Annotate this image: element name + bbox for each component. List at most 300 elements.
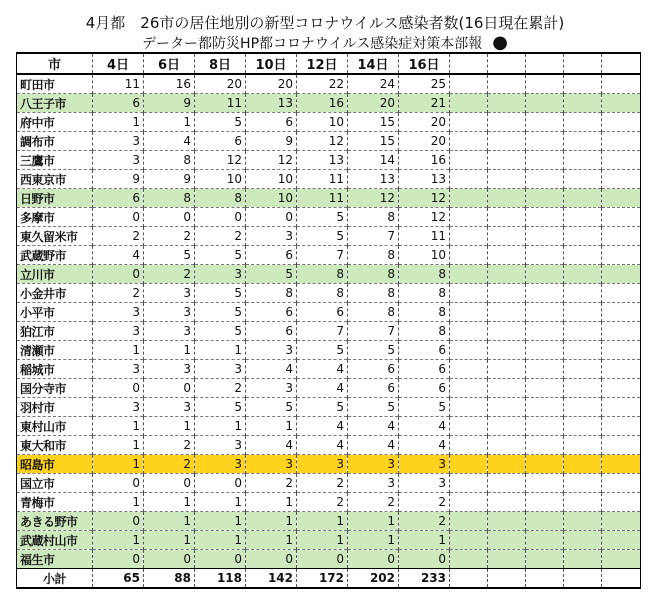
empty-cell <box>602 170 641 189</box>
case-count-cell: 3 <box>348 455 399 474</box>
case-count-cell: 20 <box>195 74 246 94</box>
empty-cell <box>526 512 564 531</box>
case-count-cell: 5 <box>195 113 246 132</box>
empty-cell <box>450 284 488 303</box>
column-header <box>488 53 526 74</box>
case-count-cell: 1 <box>144 113 195 132</box>
empty-cell <box>526 208 564 227</box>
case-count-cell: 65 <box>93 569 144 589</box>
case-count-cell: 3 <box>246 455 297 474</box>
case-count-cell: 5 <box>195 303 246 322</box>
case-count-cell: 4 <box>399 417 450 436</box>
case-count-cell: 1 <box>144 341 195 360</box>
empty-cell <box>488 265 526 284</box>
empty-cell <box>602 417 641 436</box>
empty-cell <box>564 455 602 474</box>
case-count-cell: 2 <box>399 512 450 531</box>
case-count-cell: 10 <box>195 170 246 189</box>
case-count-cell: 1 <box>297 512 348 531</box>
case-count-cell: 5 <box>399 398 450 417</box>
case-count-cell: 0 <box>144 379 195 398</box>
empty-cell <box>450 132 488 151</box>
table-row <box>17 132 641 151</box>
table-row <box>17 398 641 417</box>
source-text: データー都防災HP都コロナウイルス感染症対策本部報 <box>142 36 483 52</box>
case-count-cell: 6 <box>246 322 297 341</box>
empty-cell <box>488 455 526 474</box>
data-source-note <box>0 32 650 53</box>
case-count-cell: 16 <box>297 94 348 113</box>
empty-cell <box>488 474 526 493</box>
city-name: 昭島市 <box>17 455 93 474</box>
empty-cell <box>526 151 564 170</box>
case-count-cell: 24 <box>348 74 399 94</box>
case-count-cell: 202 <box>348 569 399 589</box>
case-count-cell: 0 <box>144 208 195 227</box>
column-header: 14日 <box>348 53 399 74</box>
city-name: 武蔵野市 <box>17 246 93 265</box>
case-count-cell: 11 <box>399 227 450 246</box>
case-count-cell: 142 <box>246 569 297 589</box>
case-count-cell: 0 <box>246 550 297 569</box>
column-header <box>602 53 641 74</box>
table-row <box>17 436 641 455</box>
case-count-cell: 4 <box>246 360 297 379</box>
case-count-cell: 4 <box>93 246 144 265</box>
empty-cell <box>602 474 641 493</box>
case-count-cell: 2 <box>195 379 246 398</box>
empty-cell <box>450 322 488 341</box>
case-count-cell: 2 <box>93 227 144 246</box>
case-count-cell: 8 <box>399 284 450 303</box>
case-count-cell: 3 <box>144 398 195 417</box>
case-count-cell: 9 <box>144 94 195 113</box>
case-count-table <box>16 52 641 589</box>
case-count-cell: 0 <box>144 550 195 569</box>
case-count-cell: 8 <box>348 208 399 227</box>
case-count-cell: 8 <box>399 303 450 322</box>
case-count-cell: 4 <box>144 132 195 151</box>
empty-cell <box>488 360 526 379</box>
case-count-cell: 5 <box>195 246 246 265</box>
empty-cell <box>450 379 488 398</box>
case-count-cell: 2 <box>144 455 195 474</box>
case-count-cell: 2 <box>348 493 399 512</box>
case-count-cell: 3 <box>246 379 297 398</box>
city-name: 立川市 <box>17 265 93 284</box>
case-count-cell: 0 <box>195 550 246 569</box>
case-count-cell: 1 <box>348 512 399 531</box>
city-name: 武蔵村山市 <box>17 531 93 550</box>
case-count-cell: 6 <box>246 303 297 322</box>
case-count-cell: 6 <box>195 132 246 151</box>
table-row <box>17 303 641 322</box>
empty-cell <box>602 550 641 569</box>
case-count-cell: 7 <box>297 322 348 341</box>
case-count-cell: 1 <box>246 493 297 512</box>
table-row <box>17 113 641 132</box>
table-row <box>17 360 641 379</box>
empty-cell <box>564 379 602 398</box>
empty-cell <box>526 550 564 569</box>
empty-cell <box>526 474 564 493</box>
case-count-cell: 3 <box>93 303 144 322</box>
case-count-cell: 4 <box>297 417 348 436</box>
empty-cell <box>526 455 564 474</box>
table-row <box>17 94 641 113</box>
case-count-cell: 8 <box>348 265 399 284</box>
empty-cell <box>450 170 488 189</box>
case-count-cell: 6 <box>246 113 297 132</box>
case-count-cell: 12 <box>399 189 450 208</box>
empty-cell <box>450 512 488 531</box>
empty-cell <box>564 360 602 379</box>
case-count-cell: 1 <box>399 531 450 550</box>
empty-cell <box>488 189 526 208</box>
case-count-cell: 6 <box>246 246 297 265</box>
case-count-cell: 5 <box>297 208 348 227</box>
case-count-cell: 9 <box>144 170 195 189</box>
case-count-cell: 8 <box>144 189 195 208</box>
case-count-cell: 6 <box>93 189 144 208</box>
case-count-cell: 5 <box>246 265 297 284</box>
city-name: 東大和市 <box>17 436 93 455</box>
empty-cell <box>488 398 526 417</box>
table-header-row <box>17 53 641 74</box>
city-name: 八王子市 <box>17 94 93 113</box>
total-row <box>17 569 641 589</box>
table-row <box>17 493 641 512</box>
case-count-cell: 3 <box>144 322 195 341</box>
case-count-cell: 88 <box>144 569 195 589</box>
table-row <box>17 455 641 474</box>
empty-cell <box>450 303 488 322</box>
case-count-cell: 6 <box>399 341 450 360</box>
empty-cell <box>564 189 602 208</box>
empty-cell <box>526 74 564 94</box>
case-count-cell: 4 <box>297 436 348 455</box>
case-count-cell: 8 <box>195 189 246 208</box>
case-count-cell: 5 <box>195 398 246 417</box>
case-count-cell: 6 <box>93 94 144 113</box>
column-header: 4日 <box>93 53 144 74</box>
empty-cell <box>602 246 641 265</box>
empty-cell <box>488 284 526 303</box>
table-row <box>17 151 641 170</box>
empty-cell <box>564 341 602 360</box>
case-count-cell: 2 <box>297 474 348 493</box>
table-row <box>17 170 641 189</box>
case-count-cell: 16 <box>144 74 195 94</box>
case-count-cell: 1 <box>246 531 297 550</box>
case-count-cell: 20 <box>246 74 297 94</box>
column-header: 12日 <box>297 53 348 74</box>
case-count-cell: 4 <box>399 436 450 455</box>
case-count-cell: 1 <box>93 417 144 436</box>
case-count-cell: 13 <box>399 170 450 189</box>
case-count-cell: 3 <box>93 398 144 417</box>
city-name: 福生市 <box>17 550 93 569</box>
empty-cell <box>450 417 488 436</box>
table-row <box>17 512 641 531</box>
empty-cell <box>488 436 526 455</box>
case-count-cell: 1 <box>195 512 246 531</box>
case-count-cell: 8 <box>399 265 450 284</box>
empty-cell <box>602 189 641 208</box>
case-count-cell: 6 <box>399 360 450 379</box>
empty-cell <box>488 493 526 512</box>
case-count-cell: 11 <box>195 94 246 113</box>
empty-cell <box>450 493 488 512</box>
case-count-cell: 5 <box>297 341 348 360</box>
empty-cell <box>488 94 526 113</box>
empty-cell <box>450 227 488 246</box>
empty-cell <box>602 94 641 113</box>
case-count-cell: 20 <box>399 132 450 151</box>
case-count-cell: 5 <box>144 246 195 265</box>
empty-cell <box>602 74 641 94</box>
empty-cell <box>602 341 641 360</box>
case-count-cell: 12 <box>348 189 399 208</box>
empty-cell <box>488 303 526 322</box>
case-count-cell: 4 <box>348 436 399 455</box>
empty-cell <box>564 493 602 512</box>
case-count-cell: 1 <box>246 512 297 531</box>
case-count-cell: 8 <box>297 265 348 284</box>
city-name: 清瀬市 <box>17 341 93 360</box>
city-name: 日野市 <box>17 189 93 208</box>
case-count-cell: 2 <box>246 474 297 493</box>
case-count-cell: 5 <box>195 284 246 303</box>
empty-cell <box>488 170 526 189</box>
case-count-cell: 3 <box>93 322 144 341</box>
city-name: 府中市 <box>17 113 93 132</box>
case-count-cell: 0 <box>93 265 144 284</box>
empty-cell <box>602 303 641 322</box>
empty-cell <box>450 360 488 379</box>
empty-cell <box>564 531 602 550</box>
column-header: 10日 <box>246 53 297 74</box>
case-count-cell: 12 <box>399 208 450 227</box>
city-name: 東久留米市 <box>17 227 93 246</box>
table-row <box>17 417 641 436</box>
empty-cell <box>488 151 526 170</box>
empty-cell <box>526 569 564 589</box>
empty-cell <box>602 398 641 417</box>
empty-cell <box>526 531 564 550</box>
empty-cell <box>526 94 564 113</box>
case-count-cell: 5 <box>297 227 348 246</box>
table-row <box>17 531 641 550</box>
case-count-cell: 4 <box>246 436 297 455</box>
empty-cell <box>526 227 564 246</box>
empty-cell <box>450 94 488 113</box>
city-name: 東村山市 <box>17 417 93 436</box>
case-count-cell: 12 <box>297 132 348 151</box>
empty-cell <box>602 379 641 398</box>
case-count-cell: 0 <box>348 550 399 569</box>
empty-cell <box>450 436 488 455</box>
case-count-cell: 7 <box>348 227 399 246</box>
case-count-cell: 3 <box>399 455 450 474</box>
empty-cell <box>526 170 564 189</box>
column-header: 8日 <box>195 53 246 74</box>
city-name: 国立市 <box>17 474 93 493</box>
city-name: 小平市 <box>17 303 93 322</box>
case-count-cell: 2 <box>144 227 195 246</box>
case-count-cell: 3 <box>297 455 348 474</box>
empty-cell <box>488 246 526 265</box>
empty-cell <box>526 493 564 512</box>
table-row <box>17 208 641 227</box>
empty-cell <box>526 189 564 208</box>
case-count-cell: 9 <box>246 132 297 151</box>
empty-cell <box>526 284 564 303</box>
case-count-cell: 2 <box>399 493 450 512</box>
case-count-cell: 10 <box>297 113 348 132</box>
empty-cell <box>564 113 602 132</box>
table-row <box>17 284 641 303</box>
empty-cell <box>602 531 641 550</box>
table-row <box>17 189 641 208</box>
case-count-cell: 5 <box>348 341 399 360</box>
case-count-cell: 10 <box>246 170 297 189</box>
case-count-cell: 2 <box>144 265 195 284</box>
case-count-cell: 20 <box>348 94 399 113</box>
case-count-cell: 3 <box>399 474 450 493</box>
case-count-cell: 1 <box>144 512 195 531</box>
case-count-cell: 2 <box>297 493 348 512</box>
case-count-cell: 0 <box>93 208 144 227</box>
case-count-cell: 5 <box>246 398 297 417</box>
case-count-cell: 0 <box>93 512 144 531</box>
case-count-cell: 15 <box>348 132 399 151</box>
empty-cell <box>488 113 526 132</box>
case-count-cell: 1 <box>144 531 195 550</box>
city-name: 西東京市 <box>17 170 93 189</box>
empty-cell <box>602 569 641 589</box>
case-count-cell: 8 <box>348 284 399 303</box>
city-name: 小計 <box>17 569 93 589</box>
case-count-cell: 3 <box>93 151 144 170</box>
empty-cell <box>564 303 602 322</box>
empty-cell <box>488 569 526 589</box>
empty-cell <box>450 189 488 208</box>
empty-cell <box>488 341 526 360</box>
city-name: 調布市 <box>17 132 93 151</box>
case-count-cell: 0 <box>144 474 195 493</box>
case-count-cell: 1 <box>195 531 246 550</box>
case-count-cell: 3 <box>246 227 297 246</box>
empty-cell <box>564 417 602 436</box>
empty-cell <box>564 512 602 531</box>
table-row <box>17 379 641 398</box>
case-count-cell: 20 <box>399 113 450 132</box>
case-count-cell: 8 <box>246 284 297 303</box>
city-name: 小金井市 <box>17 284 93 303</box>
empty-cell <box>450 113 488 132</box>
table-row <box>17 227 641 246</box>
column-header <box>450 53 488 74</box>
empty-cell <box>488 550 526 569</box>
case-count-cell: 0 <box>195 208 246 227</box>
empty-cell <box>602 512 641 531</box>
case-count-cell: 1 <box>195 417 246 436</box>
empty-cell <box>450 246 488 265</box>
empty-cell <box>526 417 564 436</box>
city-name: 羽村市 <box>17 398 93 417</box>
case-count-cell: 6 <box>297 303 348 322</box>
case-count-cell: 25 <box>399 74 450 94</box>
case-count-cell: 1 <box>297 531 348 550</box>
case-count-cell: 3 <box>93 132 144 151</box>
case-count-cell: 1 <box>93 341 144 360</box>
case-count-cell: 5 <box>297 398 348 417</box>
case-count-cell: 3 <box>246 341 297 360</box>
city-name: 稲城市 <box>17 360 93 379</box>
case-count-cell: 1 <box>195 493 246 512</box>
empty-cell <box>602 113 641 132</box>
case-count-cell: 1 <box>195 341 246 360</box>
empty-cell <box>602 455 641 474</box>
case-count-cell: 21 <box>399 94 450 113</box>
case-count-cell: 8 <box>348 303 399 322</box>
bullet-dot: ● <box>492 32 508 53</box>
city-name: 町田市 <box>17 74 93 94</box>
case-count-cell: 6 <box>348 360 399 379</box>
city-name: あきる野市 <box>17 512 93 531</box>
case-count-cell: 172 <box>297 569 348 589</box>
case-count-cell: 13 <box>348 170 399 189</box>
case-count-cell: 8 <box>399 322 450 341</box>
table-row <box>17 74 641 94</box>
case-count-cell: 5 <box>348 398 399 417</box>
case-count-cell: 0 <box>93 379 144 398</box>
empty-cell <box>450 398 488 417</box>
case-count-cell: 1 <box>348 531 399 550</box>
empty-cell <box>526 303 564 322</box>
case-count-cell: 2 <box>93 284 144 303</box>
case-count-cell: 16 <box>399 151 450 170</box>
case-count-cell: 8 <box>297 284 348 303</box>
empty-cell <box>526 436 564 455</box>
empty-cell <box>564 284 602 303</box>
case-count-cell: 4 <box>297 379 348 398</box>
column-header <box>564 53 602 74</box>
empty-cell <box>450 151 488 170</box>
case-count-cell: 3 <box>348 474 399 493</box>
empty-cell <box>564 436 602 455</box>
empty-cell <box>488 379 526 398</box>
case-count-cell: 1 <box>93 493 144 512</box>
empty-cell <box>450 265 488 284</box>
empty-cell <box>488 132 526 151</box>
case-count-cell: 5 <box>195 322 246 341</box>
table-row <box>17 550 641 569</box>
empty-cell <box>526 113 564 132</box>
case-count-cell: 233 <box>399 569 450 589</box>
empty-cell <box>564 74 602 94</box>
empty-cell <box>450 474 488 493</box>
empty-cell <box>450 455 488 474</box>
empty-cell <box>602 360 641 379</box>
empty-cell <box>450 74 488 94</box>
empty-cell <box>450 341 488 360</box>
empty-cell <box>450 531 488 550</box>
table-row <box>17 265 641 284</box>
empty-cell <box>602 322 641 341</box>
empty-cell <box>564 246 602 265</box>
